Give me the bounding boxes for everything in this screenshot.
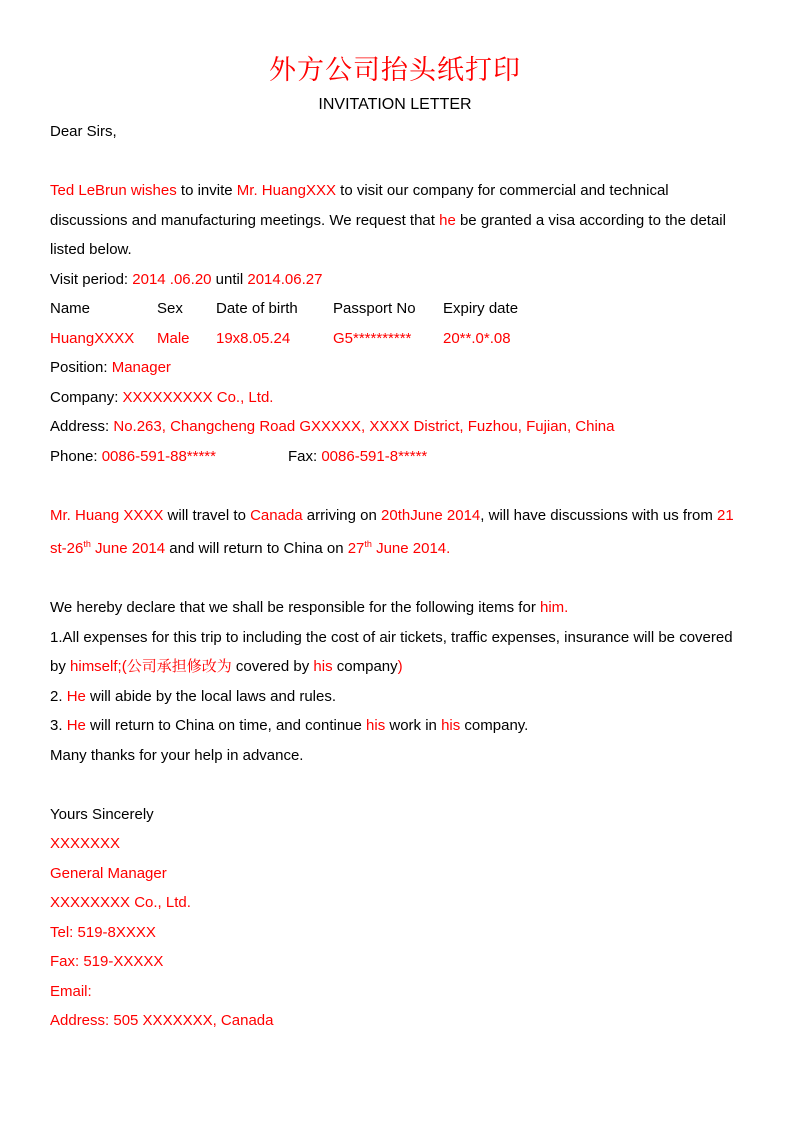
signature-fax: Fax: 519-XXXXX [50, 953, 164, 970]
table-header-sex: Sex [157, 300, 183, 317]
text-run: ) [397, 658, 403, 675]
text-run: Address: [50, 418, 114, 435]
text-run: 27 [347, 540, 365, 557]
text-run: 1.All expenses for this trip to including the cost of air tickets, traffic expenses, insurance will be covered by [50, 628, 733, 675]
text-run: company [332, 658, 398, 675]
position-line [50, 353, 740, 383]
text-run: and will return to China on [165, 540, 348, 557]
text-run: 20thJune 2014 [381, 506, 481, 524]
text-run: th [83, 539, 91, 549]
text-run: will return to China on time, and continue [85, 717, 367, 734]
text-run: Visit period: [50, 270, 133, 288]
text-run: Phone: [50, 447, 102, 465]
text-run: Company: [50, 388, 123, 406]
declaration-item-1 [50, 623, 740, 682]
text-run: 2014.06.27 [247, 270, 323, 288]
text-run: June 2014. [371, 540, 451, 557]
intro-paragraph [50, 176, 740, 265]
text-run: to invite [176, 182, 237, 199]
text-run: , will have discussions with us from [480, 506, 718, 524]
text-run: Manager [111, 359, 171, 376]
text-run: Ted LeBrun wishes [50, 182, 177, 199]
text-run: We hereby declare that we shall be responsible for the following items for [50, 599, 540, 616]
visit-period-line [50, 265, 740, 295]
text-run: th [364, 539, 372, 549]
text-run: his [441, 717, 461, 734]
company-line [50, 383, 740, 413]
salutation: Dear Sirs, [50, 123, 117, 140]
text-run: 21 st-26 [50, 506, 734, 557]
signature-title: General Manager [50, 864, 167, 882]
text-run: He [66, 687, 86, 705]
text-run: company. [460, 717, 529, 734]
passenger-table-value-row [50, 324, 740, 354]
text-run: Position: [50, 359, 112, 376]
text-run: Mr. Huang XXXX [50, 506, 164, 524]
text-run: his [313, 658, 333, 675]
text-run: covered by [235, 658, 314, 675]
page-title: 外方公司抬头纸打印 [269, 55, 521, 86]
closing-line: Yours Sincerely [50, 805, 154, 823]
text-run: XXXXXXXXX Co., Ltd. [122, 388, 274, 406]
phone-segment [50, 442, 288, 472]
text-run: himself;(公司承担修改为 [70, 658, 236, 675]
text-run: his [366, 717, 386, 734]
table-cell-name: HuangXXXX [50, 329, 135, 347]
text-run: him. [539, 599, 569, 616]
table-header-name: Name [50, 300, 91, 317]
text-run: will abide by the local laws and rules. [85, 687, 337, 705]
text-run: will travel to [163, 506, 251, 524]
text-run: Fax: [288, 447, 322, 465]
signature-name: XXXXXXX [50, 835, 121, 852]
text-run: arriving on [302, 506, 382, 524]
table-header-passport: Passport No [333, 300, 416, 317]
text-run: 0086-591-88***** [101, 447, 216, 465]
phone-fax-line [50, 442, 740, 472]
signature-address: Address: 505 XXXXXXX, Canada [50, 1012, 274, 1029]
declaration-item-3 [50, 711, 740, 741]
text-run: No.263, Changcheng Road GXXXXX, XXXX District, Fuzhou, Fujian, China [113, 418, 615, 435]
thanks-line: Many thanks for your help in advance. [50, 746, 304, 764]
declaration-paragraph [50, 593, 740, 623]
table-header-expiry: Expiry date [443, 300, 519, 317]
table-cell-passport: G5********** [333, 329, 412, 347]
text-run: Mr. HuangXXX [236, 182, 336, 199]
text-run: to visit our company for commercial and technical discussions and manufacturing meetings. We request that [50, 182, 669, 229]
table-header-dob: Date of birth [216, 300, 298, 317]
passenger-table-header-row [50, 294, 740, 324]
text-run: work in [385, 717, 442, 734]
letter-subtitle: INVITATION LETTER [318, 96, 472, 113]
table-cell-sex: Male [157, 329, 190, 347]
table-cell-expiry: 20**.0*.08 [443, 329, 511, 347]
fax-segment [288, 448, 427, 465]
text-run: 0086-591-8***** [321, 447, 428, 465]
text-run: he [439, 211, 456, 229]
text-run: 3. [50, 717, 67, 734]
text-run: 2. [50, 687, 67, 705]
declaration-item-2 [50, 682, 740, 712]
travel-paragraph [50, 501, 740, 564]
text-run: be granted a visa according to the detail listed below. [50, 211, 726, 258]
address-line [50, 412, 740, 442]
text-run: June 2014 [90, 540, 166, 557]
table-cell-dob: 19x8.05.24 [216, 329, 291, 347]
text-run: until [211, 270, 248, 288]
signature-company: XXXXXXXX Co., Ltd. [50, 894, 191, 911]
text-run: Canada [250, 506, 303, 524]
text-run: 2014 .06.20 [132, 270, 212, 288]
text-run: He [66, 717, 86, 734]
signature-tel: Tel: 519-8XXXX [50, 923, 156, 941]
signature-email: Email: [50, 982, 92, 1000]
